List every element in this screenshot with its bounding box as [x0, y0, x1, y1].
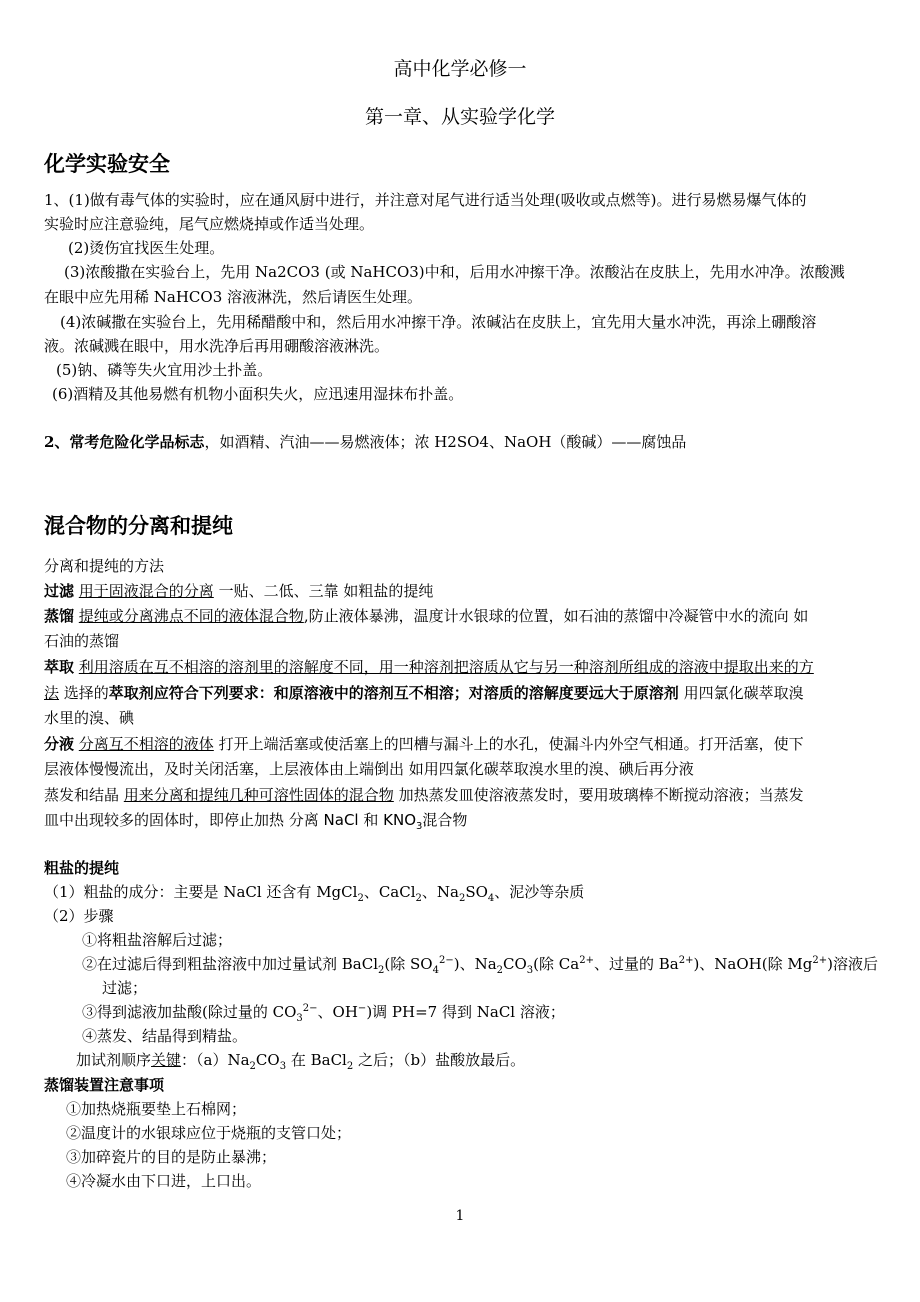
distillation-line1: [44, 605, 882, 627]
s3-text-a: ③得到滤液加盐酸(除过量的 CO: [82, 1003, 297, 1021]
s2-text-j: )、NaOH(除 Mg: [693, 955, 813, 973]
safety-p5: (5)钠、磷等失火宜用沙土扑盖。: [56, 361, 273, 379]
s3-text-e: )调 PH=7 得到 NaCl 溶液；: [366, 1003, 565, 1021]
separating-definition: 分离互不相溶的液体: [78, 735, 214, 753]
order-text-a: 加试剂顺序: [76, 1051, 152, 1069]
mixture-text: 混合物: [422, 811, 468, 829]
s2-text-h: 、过量的 Ba: [593, 955, 679, 973]
s2-text-a: ②在过滤后得到粗盐溶液中加过量试剂 BaCl: [82, 955, 379, 973]
s2-sub-2: 4: [432, 965, 439, 976]
comp-text-3: 、Na: [421, 883, 459, 901]
s3-sub-1: 3: [296, 1013, 303, 1024]
evaporation-label: 蒸发和结晶: [44, 786, 120, 804]
safety-p4-line1: (4)浓碱撒在实验台上，先用稀醋酸中和，然后用水冲擦干净。浓碱沾在皮肤上，宜先用大量水冲洗，再涂上硼酸溶: [60, 313, 817, 331]
extraction-label: 萃取: [44, 658, 75, 676]
separating-line1: [44, 733, 882, 755]
evaporation-text: 皿中出现较多的固体时，即停止加热 分离: [44, 811, 324, 829]
distill-note-4: ④冷凝水由下口进，上口出。: [66, 1172, 262, 1190]
distill-note-2: ②温度计的水银球应位于烧瓶的支管口处；: [66, 1124, 352, 1142]
filter-label: 过滤: [44, 582, 75, 600]
extraction-requirements: 萃取剂应符合下列要求：和原溶液中的溶剂互不相溶；对溶质的溶解度要远大于原溶剂: [108, 684, 679, 702]
order-sub-2: 3: [279, 1061, 287, 1072]
s2-sub-3: 2: [496, 965, 504, 976]
hazard-signs-text: ，如酒精、汽油——易燃液体；浓 H2SO4、NaOH（酸碱）——腐蚀品: [204, 433, 687, 451]
distillation-notes-heading: 蒸馏装置注意事项: [44, 1076, 165, 1094]
comp-text-4: SO: [465, 883, 488, 901]
methods-label: 分离和提纯的方法: [44, 557, 165, 575]
step-4: ④蒸发、结晶得到精盐。: [82, 1027, 248, 1045]
s2-sup-2: 2+: [579, 955, 594, 966]
order-sub-1: 2: [249, 1061, 256, 1072]
separating-notes: 打开上端活塞或使活塞上的凹槽与漏斗上的水孔，使漏斗内外空气相通。打开活塞，使下: [213, 735, 804, 753]
extraction-text: 选择的: [59, 684, 109, 702]
extraction-line2: [44, 682, 882, 704]
s3-sup-2: −: [357, 1003, 367, 1014]
s3-sup-1: 2−: [302, 1003, 318, 1014]
s2-text-f: (除 Ca: [533, 955, 580, 973]
safety-heading: 化学实验安全: [44, 152, 170, 176]
comp-sub-3: 2: [458, 893, 466, 904]
filter-notes: 一贴、二低、三靠 如粗盐的提纯: [213, 582, 434, 600]
kno3-subscript: 3: [416, 821, 423, 832]
filter-definition: 用于固液混合的分离: [78, 582, 214, 600]
evaporation-notes: 加热蒸发皿使溶液蒸发时，要用玻璃棒不断搅动溶液；当蒸发: [393, 786, 804, 804]
page-number: 1: [455, 1208, 465, 1224]
separation-heading: 混合物的分离和提纯: [44, 514, 233, 538]
distill-note-1: ①加热烧瓶要垫上石棉网；: [66, 1100, 247, 1118]
step-3: [82, 1001, 882, 1023]
safety-p2: (2)烫伤宜找医生处理。: [68, 239, 225, 257]
kno3-formula: [383, 811, 423, 832]
separating-line2: 层液体慢慢流出，及时关闭活塞，上层液体由上端倒出 如用四氯化碳萃取溴水里的溴、碘后再分液: [44, 760, 694, 778]
comp-sub-4: 4: [487, 893, 495, 904]
comp-sub-2: 2: [415, 893, 422, 904]
comp-sub-1: 2: [357, 893, 364, 904]
comp-text-2: 、CaCl: [363, 883, 416, 901]
reagent-order: [76, 1049, 882, 1071]
steps-label: （2）步骤: [44, 907, 114, 925]
s2-sup-4: 2+: [812, 955, 828, 966]
extraction-definition: 利用溶质在互不相溶的溶剂里的溶解度不同，用一种溶剂把溶质从它与另一种溶剂所组成的溶液中提取出来的方: [78, 658, 814, 676]
filter-line: [44, 580, 882, 602]
nacl-formula: NaCl: [323, 811, 359, 829]
extraction-line1: [44, 656, 882, 678]
s3-text-c: 、OH: [317, 1003, 358, 1021]
document-title: 高中化学必修一: [393, 58, 527, 80]
safety-p1-line2: 实验时应注意验纯，尾气应燃烧掉或作适当处理。: [44, 215, 375, 233]
safety-p1-line1: 1、(1)做有毒气体的实验时，应在通风厨中进行，并注意对尾气进行适当处理(吸收或点燃等)。进行易燃易爆气体的: [44, 191, 807, 209]
safety-p6: (6)酒精及其他易燃有机物小面积失火，应迅速用湿抹布扑盖。: [52, 385, 464, 403]
comp-text-1: （1）粗盐的成分：主要是 NaCl 还含有 MgCl: [44, 883, 358, 901]
safety-p3-line2: 在眼中应先用稀 NaHCO3 溶液淋洗，然后请医生处理。: [44, 288, 423, 306]
distillation-definition: 提纯或分离沸点不同的液体混合物: [78, 607, 304, 625]
separating-label: 分液: [44, 735, 75, 753]
extraction-example: 用四氯化碳萃取溴: [678, 684, 804, 702]
distillation-notes: ,防止液体暴沸，温度计水银球的位置，如石油的蒸馏中冷凝管中水的流向 如: [303, 607, 809, 625]
chapter-title: 第一章、从实验学化学: [364, 106, 555, 128]
s2-sub-1: 2: [378, 965, 385, 976]
extraction-line3: 水里的溴、碘: [44, 709, 135, 727]
step-1: ①将粗盐溶解后过滤；: [82, 931, 233, 949]
order-text-b: ：（a）Na: [181, 1051, 250, 1069]
s2-text-l: )溶液后: [827, 955, 878, 973]
order-key: 关键: [151, 1051, 182, 1069]
order-sub-3: 2: [346, 1061, 354, 1072]
evaporation-line1: [44, 784, 882, 806]
step-2: [82, 953, 882, 975]
order-text-c: CO: [255, 1051, 280, 1069]
comp-text-5: 、泥沙等杂质: [494, 883, 585, 901]
safety-p3-line1: (3)浓酸撒在实验台上，先用 Na2CO3 (或 NaHCO3)中和，后用水冲擦干净。浓酸沾在皮肤上，先用水冲净。浓酸溅: [64, 263, 845, 281]
evaporation-definition: 用来分离和提纯几种可溶性固体的混合物: [123, 786, 394, 804]
s2-sub-4: 3: [526, 965, 534, 976]
evaporation-line2: [44, 809, 882, 831]
s2-sup-3: 2+: [678, 955, 694, 966]
salt-heading: 粗盐的提纯: [44, 859, 120, 877]
s2-text-d: )、Na: [453, 955, 497, 973]
hazard-signs-line: [44, 431, 882, 453]
salt-composition: [44, 881, 882, 903]
order-text-e: 之后；（b）盐酸放最后。: [353, 1051, 526, 1069]
and-text: 和: [358, 811, 384, 829]
s2-text-e: CO: [503, 955, 527, 973]
distillation-label: 蒸馏: [44, 607, 75, 625]
safety-p4-line2: 液。浓碱溅在眼中，用水洗净后再用硼酸溶液淋洗。: [44, 337, 390, 355]
s2-text-b: (除 SO: [384, 955, 433, 973]
distill-note-3: ③加碎瓷片的目的是防止暴沸；: [66, 1148, 277, 1166]
hazard-signs-label: 2、常考危险化学品标志: [44, 433, 205, 451]
s2-sup-1: 2−: [438, 955, 454, 966]
step-2-line2: 过滤；: [102, 979, 148, 997]
order-text-d: 在 BaCl: [286, 1051, 347, 1069]
distillation-line2: 石油的蒸馏: [44, 632, 120, 650]
extraction-definition-end: 法: [44, 684, 60, 702]
kno-text: KNO: [383, 811, 417, 829]
